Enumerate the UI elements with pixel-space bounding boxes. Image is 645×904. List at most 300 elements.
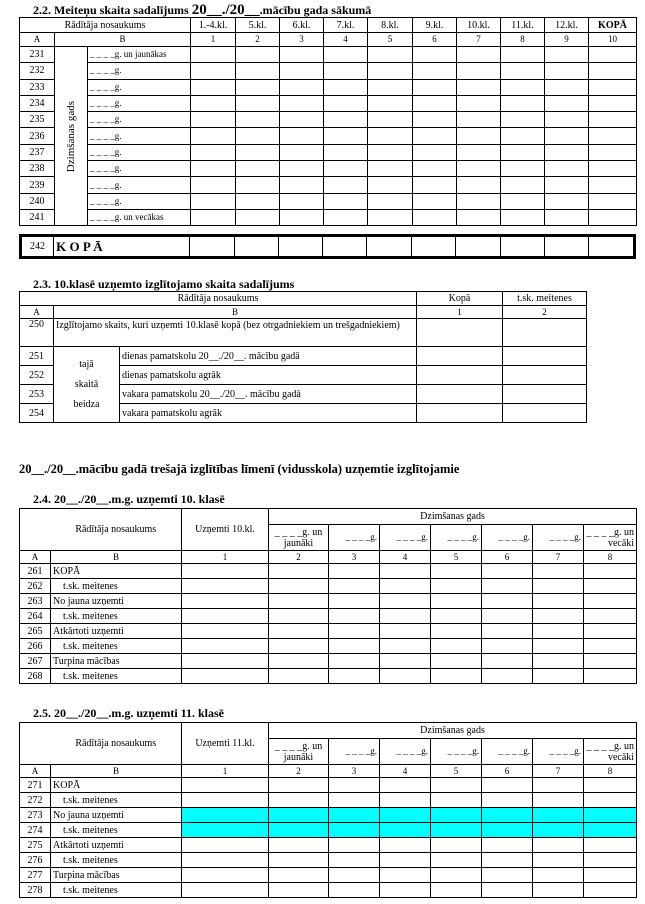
- value-cell[interactable]: [280, 128, 324, 144]
- value-cell[interactable]: [533, 868, 584, 883]
- value-cell[interactable]: [269, 883, 329, 898]
- value-cell[interactable]: [503, 319, 587, 347]
- value-cell[interactable]: [280, 112, 324, 128]
- value-cell[interactable]: [329, 823, 380, 838]
- value-cell[interactable]: [269, 579, 329, 594]
- value-cell[interactable]: [280, 144, 324, 160]
- value-cell[interactable]: [482, 883, 533, 898]
- value-cell[interactable]: [503, 366, 587, 385]
- value-cell[interactable]: [589, 112, 637, 128]
- value-cell[interactable]: [236, 161, 280, 177]
- value-cell[interactable]: [368, 112, 413, 128]
- value-cell[interactable]: [482, 838, 533, 853]
- value-cell[interactable]: [589, 161, 637, 177]
- value-cell[interactable]: [280, 209, 324, 225]
- value-cell[interactable]: [182, 853, 269, 868]
- value-cell[interactable]: [368, 144, 413, 160]
- value-cell[interactable]: [269, 808, 329, 823]
- value-cell[interactable]: [191, 63, 236, 79]
- value-cell[interactable]: [431, 609, 482, 624]
- value-cell[interactable]: [413, 79, 457, 95]
- value-cell[interactable]: [182, 579, 269, 594]
- value-cell[interactable]: [482, 778, 533, 793]
- value-cell[interactable]: [482, 823, 533, 838]
- value-cell[interactable]: [182, 669, 269, 684]
- row-code: 262: [20, 579, 51, 594]
- header-total: KOPĀ: [589, 18, 637, 33]
- value-cell[interactable]: [236, 47, 280, 63]
- value-cell[interactable]: [413, 63, 457, 79]
- table-row: [20, 209, 637, 225]
- value-cell[interactable]: [545, 47, 589, 63]
- value-cell[interactable]: [269, 654, 329, 669]
- value-cell[interactable]: [584, 838, 637, 853]
- value-cell[interactable]: [380, 838, 431, 853]
- value-cell[interactable]: [269, 609, 329, 624]
- section-2-5-title: 2.5. 20__./20__.m.g. uzņemti 11. klasē: [33, 706, 224, 720]
- level-3-heading: 20__./20__.mācību gadā trešajā izglītības līmenī (vidusskola) uzņemtie izglītojamie: [19, 462, 460, 476]
- value-cell[interactable]: [533, 793, 584, 808]
- col-code: 4: [324, 33, 368, 47]
- value-cell[interactable]: [584, 624, 637, 639]
- col-code: A: [20, 551, 51, 564]
- value-cell[interactable]: [533, 609, 584, 624]
- value-cell[interactable]: [482, 654, 533, 669]
- value-cell[interactable]: [191, 112, 236, 128]
- row-code: 271: [20, 778, 51, 793]
- row-label: t.sk. meitenes: [51, 853, 182, 868]
- value-cell[interactable]: [280, 63, 324, 79]
- value-cell[interactable]: [182, 609, 269, 624]
- value-cell[interactable]: [329, 579, 380, 594]
- value-cell[interactable]: [584, 793, 637, 808]
- value-cell[interactable]: [191, 128, 236, 144]
- value-cell[interactable]: [503, 347, 587, 366]
- col-code: 8: [584, 551, 637, 564]
- value-cell[interactable]: [329, 793, 380, 808]
- birth-year-col: _ _ _ _g.: [533, 525, 584, 551]
- value-cell[interactable]: [500, 236, 544, 258]
- row-code: 277: [20, 868, 51, 883]
- col-code: B: [55, 33, 191, 47]
- value-cell[interactable]: [269, 669, 329, 684]
- value-cell[interactable]: [431, 594, 482, 609]
- value-cell[interactable]: [269, 868, 329, 883]
- value-cell[interactable]: [368, 161, 413, 177]
- col-code: 4: [380, 551, 431, 564]
- value-cell[interactable]: [431, 838, 482, 853]
- value-cell[interactable]: [269, 823, 329, 838]
- value-cell[interactable]: [191, 95, 236, 111]
- value-cell[interactable]: [324, 193, 368, 209]
- value-cell[interactable]: [501, 79, 545, 95]
- value-cell[interactable]: [501, 128, 545, 144]
- row-label: _ _ _ _g.: [88, 177, 191, 193]
- value-cell[interactable]: [380, 639, 431, 654]
- value-cell[interactable]: [482, 609, 533, 624]
- table-row: [20, 594, 637, 609]
- value-cell[interactable]: [280, 177, 324, 193]
- row-code: 272: [20, 793, 51, 808]
- value-cell[interactable]: [182, 564, 269, 579]
- value-cell[interactable]: [324, 47, 368, 63]
- value-cell[interactable]: [269, 778, 329, 793]
- value-cell[interactable]: [501, 144, 545, 160]
- value-cell[interactable]: [280, 161, 324, 177]
- value-cell[interactable]: [589, 193, 637, 209]
- value-cell[interactable]: [533, 639, 584, 654]
- value-cell[interactable]: [533, 579, 584, 594]
- value-cell[interactable]: [545, 177, 589, 193]
- value-cell[interactable]: [368, 128, 413, 144]
- value-cell[interactable]: [329, 564, 380, 579]
- header-name: Rādītāja nosaukums: [51, 723, 182, 765]
- blank-header: [20, 509, 51, 551]
- value-cell[interactable]: [457, 209, 501, 225]
- row-code: 268: [20, 669, 51, 684]
- value-cell[interactable]: [236, 193, 280, 209]
- value-cell[interactable]: [544, 236, 588, 258]
- value-cell[interactable]: [191, 161, 236, 177]
- value-cell[interactable]: [380, 883, 431, 898]
- value-cell[interactable]: [182, 838, 269, 853]
- value-cell[interactable]: [431, 853, 482, 868]
- row-label: _ _ _ _g.: [88, 128, 191, 144]
- col-code: 7: [533, 551, 584, 564]
- value-cell[interactable]: [269, 564, 329, 579]
- value-cell[interactable]: [584, 778, 637, 793]
- value-cell[interactable]: [457, 128, 501, 144]
- value-cell[interactable]: [482, 853, 533, 868]
- row-label: KOPĀ: [51, 564, 182, 579]
- value-cell[interactable]: [482, 579, 533, 594]
- value-cell[interactable]: [182, 808, 269, 823]
- value-cell[interactable]: [280, 47, 324, 63]
- value-cell[interactable]: [329, 778, 380, 793]
- value-cell[interactable]: [417, 366, 503, 385]
- value-cell[interactable]: [380, 778, 431, 793]
- value-cell[interactable]: [324, 161, 368, 177]
- value-cell[interactable]: [431, 624, 482, 639]
- value-cell[interactable]: [269, 594, 329, 609]
- value-cell[interactable]: [182, 823, 269, 838]
- value-cell[interactable]: [417, 404, 503, 423]
- value-cell[interactable]: [457, 79, 501, 95]
- value-cell[interactable]: [329, 639, 380, 654]
- value-cell[interactable]: [234, 236, 278, 258]
- value-cell[interactable]: [588, 236, 634, 258]
- value-cell[interactable]: [533, 654, 584, 669]
- value-cell[interactable]: [584, 823, 637, 838]
- header-col: 11.kl.: [501, 18, 545, 33]
- value-cell[interactable]: [380, 624, 431, 639]
- value-cell[interactable]: [584, 853, 637, 868]
- value-cell[interactable]: [431, 793, 482, 808]
- value-cell[interactable]: [501, 193, 545, 209]
- value-cell[interactable]: [589, 47, 637, 63]
- birth-year-col: _ _ _ _g.: [329, 739, 380, 765]
- table-row: [20, 669, 637, 684]
- value-cell[interactable]: [329, 624, 380, 639]
- value-cell[interactable]: [584, 808, 637, 823]
- value-cell[interactable]: [191, 177, 236, 193]
- value-cell[interactable]: [589, 128, 637, 144]
- value-cell[interactable]: [431, 579, 482, 594]
- value-cell[interactable]: [380, 594, 431, 609]
- value-cell[interactable]: [413, 144, 457, 160]
- value-cell[interactable]: [457, 112, 501, 128]
- value-cell[interactable]: [380, 808, 431, 823]
- value-cell[interactable]: [431, 564, 482, 579]
- value-cell[interactable]: [380, 823, 431, 838]
- value-cell[interactable]: [431, 654, 482, 669]
- value-cell[interactable]: [482, 808, 533, 823]
- value-cell[interactable]: [324, 209, 368, 225]
- table-2-4: [19, 508, 637, 684]
- value-cell[interactable]: [431, 669, 482, 684]
- value-cell[interactable]: [280, 193, 324, 209]
- col-code: 5: [368, 33, 413, 47]
- row-label: _ _ _ _g.: [88, 63, 191, 79]
- value-cell[interactable]: [329, 669, 380, 684]
- value-cell[interactable]: [457, 95, 501, 111]
- value-cell[interactable]: [280, 79, 324, 95]
- value-cell[interactable]: [533, 669, 584, 684]
- value-cell[interactable]: [182, 639, 269, 654]
- value-cell[interactable]: [457, 63, 501, 79]
- header-col: 12.kl.: [545, 18, 589, 33]
- value-cell[interactable]: [589, 95, 637, 111]
- value-cell[interactable]: [545, 63, 589, 79]
- value-cell[interactable]: [482, 868, 533, 883]
- row-label: t.sk. meitenes: [51, 883, 182, 898]
- value-cell[interactable]: [589, 144, 637, 160]
- value-cell[interactable]: [182, 793, 269, 808]
- value-cell[interactable]: [545, 161, 589, 177]
- value-cell[interactable]: [533, 564, 584, 579]
- value-cell[interactable]: [482, 639, 533, 654]
- value-cell[interactable]: [589, 177, 637, 193]
- value-cell[interactable]: [533, 808, 584, 823]
- value-cell[interactable]: [457, 161, 501, 177]
- value-cell[interactable]: [380, 564, 431, 579]
- value-cell[interactable]: [278, 236, 322, 258]
- value-cell[interactable]: [189, 236, 234, 258]
- value-cell[interactable]: [182, 868, 269, 883]
- value-cell[interactable]: [545, 95, 589, 111]
- value-cell[interactable]: [182, 594, 269, 609]
- value-cell[interactable]: [380, 853, 431, 868]
- value-cell[interactable]: [269, 624, 329, 639]
- value-cell[interactable]: [269, 838, 329, 853]
- value-cell[interactable]: [269, 853, 329, 868]
- value-cell[interactable]: [545, 209, 589, 225]
- value-cell[interactable]: [545, 193, 589, 209]
- value-cell[interactable]: [368, 63, 413, 79]
- value-cell[interactable]: [329, 883, 380, 898]
- value-cell[interactable]: [191, 144, 236, 160]
- header-col: 9.kl.: [413, 18, 457, 33]
- section-2-4-title: 2.4. 20__./20__.m.g. uzņemti 10. klasē: [33, 492, 225, 506]
- value-cell[interactable]: [324, 63, 368, 79]
- value-cell[interactable]: [431, 823, 482, 838]
- value-cell[interactable]: [191, 47, 236, 63]
- value-cell[interactable]: [431, 778, 482, 793]
- value-cell[interactable]: [413, 112, 457, 128]
- value-cell[interactable]: [269, 639, 329, 654]
- value-cell[interactable]: [431, 639, 482, 654]
- value-cell[interactable]: [417, 385, 503, 404]
- value-cell[interactable]: [584, 654, 637, 669]
- value-cell[interactable]: [236, 63, 280, 79]
- value-cell[interactable]: [457, 47, 501, 63]
- value-cell[interactable]: [584, 639, 637, 654]
- value-cell[interactable]: [191, 193, 236, 209]
- value-cell[interactable]: [533, 594, 584, 609]
- value-cell[interactable]: [413, 95, 457, 111]
- value-cell[interactable]: [380, 868, 431, 883]
- col-code: 1: [182, 765, 269, 778]
- value-cell[interactable]: [417, 319, 503, 347]
- value-cell[interactable]: [503, 404, 587, 423]
- value-cell[interactable]: [431, 868, 482, 883]
- birth-year-col: _ _ _ _g.: [482, 739, 533, 765]
- value-cell[interactable]: [368, 177, 413, 193]
- value-cell[interactable]: [584, 883, 637, 898]
- value-cell[interactable]: [457, 193, 501, 209]
- value-cell[interactable]: [329, 838, 380, 853]
- value-cell[interactable]: [584, 579, 637, 594]
- value-cell[interactable]: [329, 609, 380, 624]
- value-cell[interactable]: [545, 79, 589, 95]
- value-cell[interactable]: [329, 594, 380, 609]
- value-cell[interactable]: [584, 564, 637, 579]
- value-cell[interactable]: [368, 209, 413, 225]
- value-cell[interactable]: [368, 47, 413, 63]
- row-code: 239: [20, 177, 55, 193]
- value-cell[interactable]: [482, 669, 533, 684]
- col-code: 2: [236, 33, 280, 47]
- table-2-3: [19, 291, 587, 423]
- value-cell[interactable]: [533, 853, 584, 868]
- value-cell[interactable]: [584, 868, 637, 883]
- value-cell[interactable]: [280, 95, 324, 111]
- value-cell[interactable]: [501, 209, 545, 225]
- value-cell[interactable]: [324, 95, 368, 111]
- value-cell[interactable]: [584, 594, 637, 609]
- value-cell[interactable]: [431, 883, 482, 898]
- value-cell[interactable]: [501, 177, 545, 193]
- value-cell[interactable]: [413, 193, 457, 209]
- row-label: dienas pamatskolu 20__./20__. mācību gadā: [120, 347, 417, 366]
- value-cell[interactable]: [457, 144, 501, 160]
- value-cell[interactable]: [501, 161, 545, 177]
- value-cell[interactable]: [482, 793, 533, 808]
- value-cell[interactable]: [501, 95, 545, 111]
- value-cell[interactable]: [501, 63, 545, 79]
- value-cell[interactable]: [324, 144, 368, 160]
- value-cell[interactable]: [503, 385, 587, 404]
- value-cell[interactable]: [545, 128, 589, 144]
- value-cell[interactable]: [380, 609, 431, 624]
- value-cell[interactable]: [380, 654, 431, 669]
- value-cell[interactable]: [182, 778, 269, 793]
- value-cell[interactable]: [324, 112, 368, 128]
- value-cell[interactable]: [482, 564, 533, 579]
- value-cell[interactable]: [368, 95, 413, 111]
- value-cell[interactable]: [380, 579, 431, 594]
- value-cell[interactable]: [533, 838, 584, 853]
- value-cell[interactable]: [236, 95, 280, 111]
- value-cell[interactable]: [482, 594, 533, 609]
- value-cell[interactable]: [322, 236, 366, 258]
- value-cell[interactable]: [269, 793, 329, 808]
- value-cell[interactable]: [456, 236, 500, 258]
- value-cell[interactable]: [413, 161, 457, 177]
- value-cell[interactable]: [545, 144, 589, 160]
- value-cell[interactable]: [191, 79, 236, 95]
- value-cell[interactable]: [329, 654, 380, 669]
- value-cell[interactable]: [324, 79, 368, 95]
- value-cell[interactable]: [182, 883, 269, 898]
- value-cell[interactable]: [236, 79, 280, 95]
- value-cell[interactable]: [368, 193, 413, 209]
- value-cell[interactable]: [236, 209, 280, 225]
- value-cell[interactable]: [589, 63, 637, 79]
- value-cell[interactable]: [589, 209, 637, 225]
- value-cell[interactable]: [501, 112, 545, 128]
- value-cell[interactable]: [584, 609, 637, 624]
- value-cell[interactable]: [329, 808, 380, 823]
- value-cell[interactable]: [501, 47, 545, 63]
- value-cell[interactable]: [457, 177, 501, 193]
- value-cell[interactable]: [482, 624, 533, 639]
- value-cell[interactable]: [380, 793, 431, 808]
- value-cell[interactable]: [412, 236, 456, 258]
- value-cell[interactable]: [236, 112, 280, 128]
- value-cell[interactable]: [236, 177, 280, 193]
- value-cell[interactable]: [431, 808, 482, 823]
- value-cell[interactable]: [413, 128, 457, 144]
- value-cell[interactable]: [380, 669, 431, 684]
- value-cell[interactable]: [236, 128, 280, 144]
- value-cell[interactable]: [533, 778, 584, 793]
- value-cell[interactable]: [367, 236, 412, 258]
- value-cell[interactable]: [413, 209, 457, 225]
- total-label: K O P Ā: [54, 236, 189, 258]
- value-cell[interactable]: [589, 79, 637, 95]
- value-cell[interactable]: [236, 144, 280, 160]
- value-cell[interactable]: [324, 177, 368, 193]
- value-cell[interactable]: [182, 624, 269, 639]
- value-cell[interactable]: [533, 823, 584, 838]
- value-cell[interactable]: [417, 347, 503, 366]
- value-cell[interactable]: [368, 79, 413, 95]
- value-cell[interactable]: [545, 112, 589, 128]
- value-cell[interactable]: [191, 209, 236, 225]
- value-cell[interactable]: [413, 47, 457, 63]
- value-cell[interactable]: [584, 669, 637, 684]
- value-cell[interactable]: [182, 654, 269, 669]
- value-cell[interactable]: [324, 128, 368, 144]
- value-cell[interactable]: [533, 883, 584, 898]
- value-cell[interactable]: [329, 853, 380, 868]
- value-cell[interactable]: [329, 868, 380, 883]
- col-code: A: [20, 306, 54, 319]
- header-girls: t.sk. meitenes: [503, 292, 587, 306]
- value-cell[interactable]: [533, 624, 584, 639]
- value-cell[interactable]: [413, 177, 457, 193]
